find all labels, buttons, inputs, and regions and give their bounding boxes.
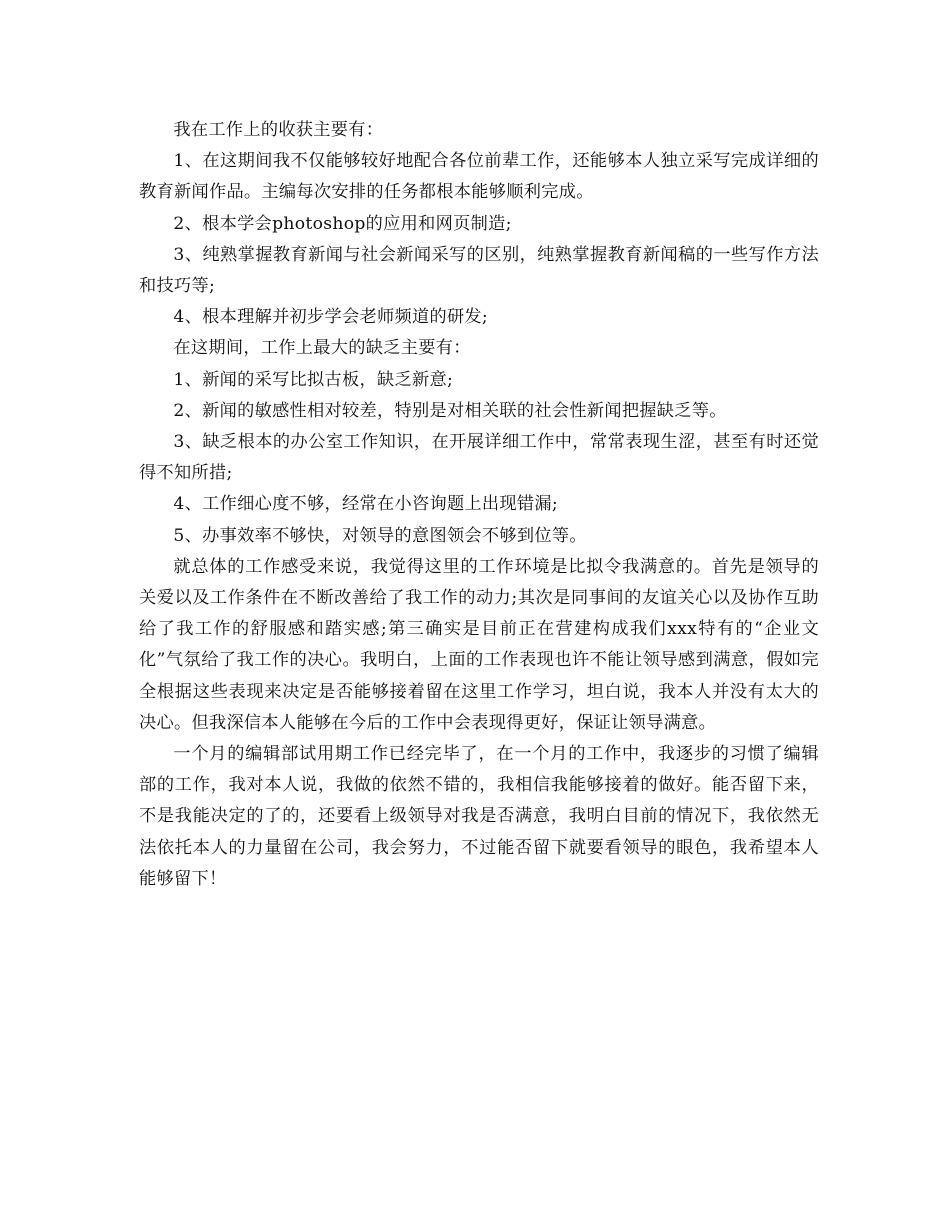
paragraph-gain-2: 2、根本学会photoshop的应用和网页制造; [173, 213, 512, 234]
paragraph-shortcoming-4: 4、工作细心度不够，经常在小咨询题上出现错漏; [173, 494, 558, 515]
paragraph-gains-intro: 我在工作上的收获主要有： [173, 120, 384, 140]
document-body [139, 115, 819, 895]
paragraph-conclusion: 一个月的编辑部试用期工作已经完毕了，在一个月的工作中，我逐步的习惯了编辑部的工作，我对本人说，我做的依然不错的，我相信我能够接着的做好。能否留下来，不是我能决定的了的，还要看上级领导对我是否满意，我明白目前的情况下，我依然无法依托本人的力量留在公司，我会努力，不过能否留下就要看领导的眼色，我希望本人能够留下！ [139, 744, 819, 889]
paragraph-gain-1: 1、在这期间我不仅能够较好地配合各位前辈工作，还能够本人独立采写完成详细的教育新闻作品。主编每次安排的任务都根本能够顺利完成。 [139, 151, 819, 203]
paragraph-shortcoming-1: 1、新闻的采写比拟古板，缺乏新意; [173, 369, 454, 390]
paragraph-overall-feelings: 就总体的工作感受来说，我觉得这里的工作环境是比拟令我满意的。首先是领导的关爱以及工作条件在不断改善给了我工作的动力;其次是同事间的友谊关心以及协作互助给了我工作的舒服感和踏实感;第三确实是目前正在营建构成我们xxx特有的“企业文化”气氛给了我工作的决心。我明白，上面的工作表现也许不能让领导感到满意，假如完全根据这些表现来决定是否能够接着留在这里工作学习，坦白说，我本人并没有太大的决心。但我深信本人能够在今后的工作中会表现得更好，保证让领导满意。 [139, 556, 819, 733]
paragraph-shortcoming-3: 3、缺乏根本的办公室工作知识，在开展详细工作中，常常表现生涩，甚至有时还觉得不知所措; [139, 432, 819, 484]
paragraph-shortcoming-2: 2、新闻的敏感性相对较差，特别是对相关联的社会性新闻把握缺乏等。 [173, 400, 727, 421]
paragraph-shortcoming-5: 5、办事效率不够快，对领导的意图领会不够到位等。 [173, 525, 587, 546]
paragraph-gain-3: 3、纯熟掌握教育新闻与社会新闻采写的区别，纯熟掌握教育新闻稿的一些写作方法和技巧等; [139, 244, 819, 297]
paragraph-shortcomings-intro: 在这期间，工作上最大的缺乏主要有： [173, 338, 471, 359]
paragraph-gain-4: 4、根本理解并初步学会老师频道的研发; [173, 307, 489, 328]
